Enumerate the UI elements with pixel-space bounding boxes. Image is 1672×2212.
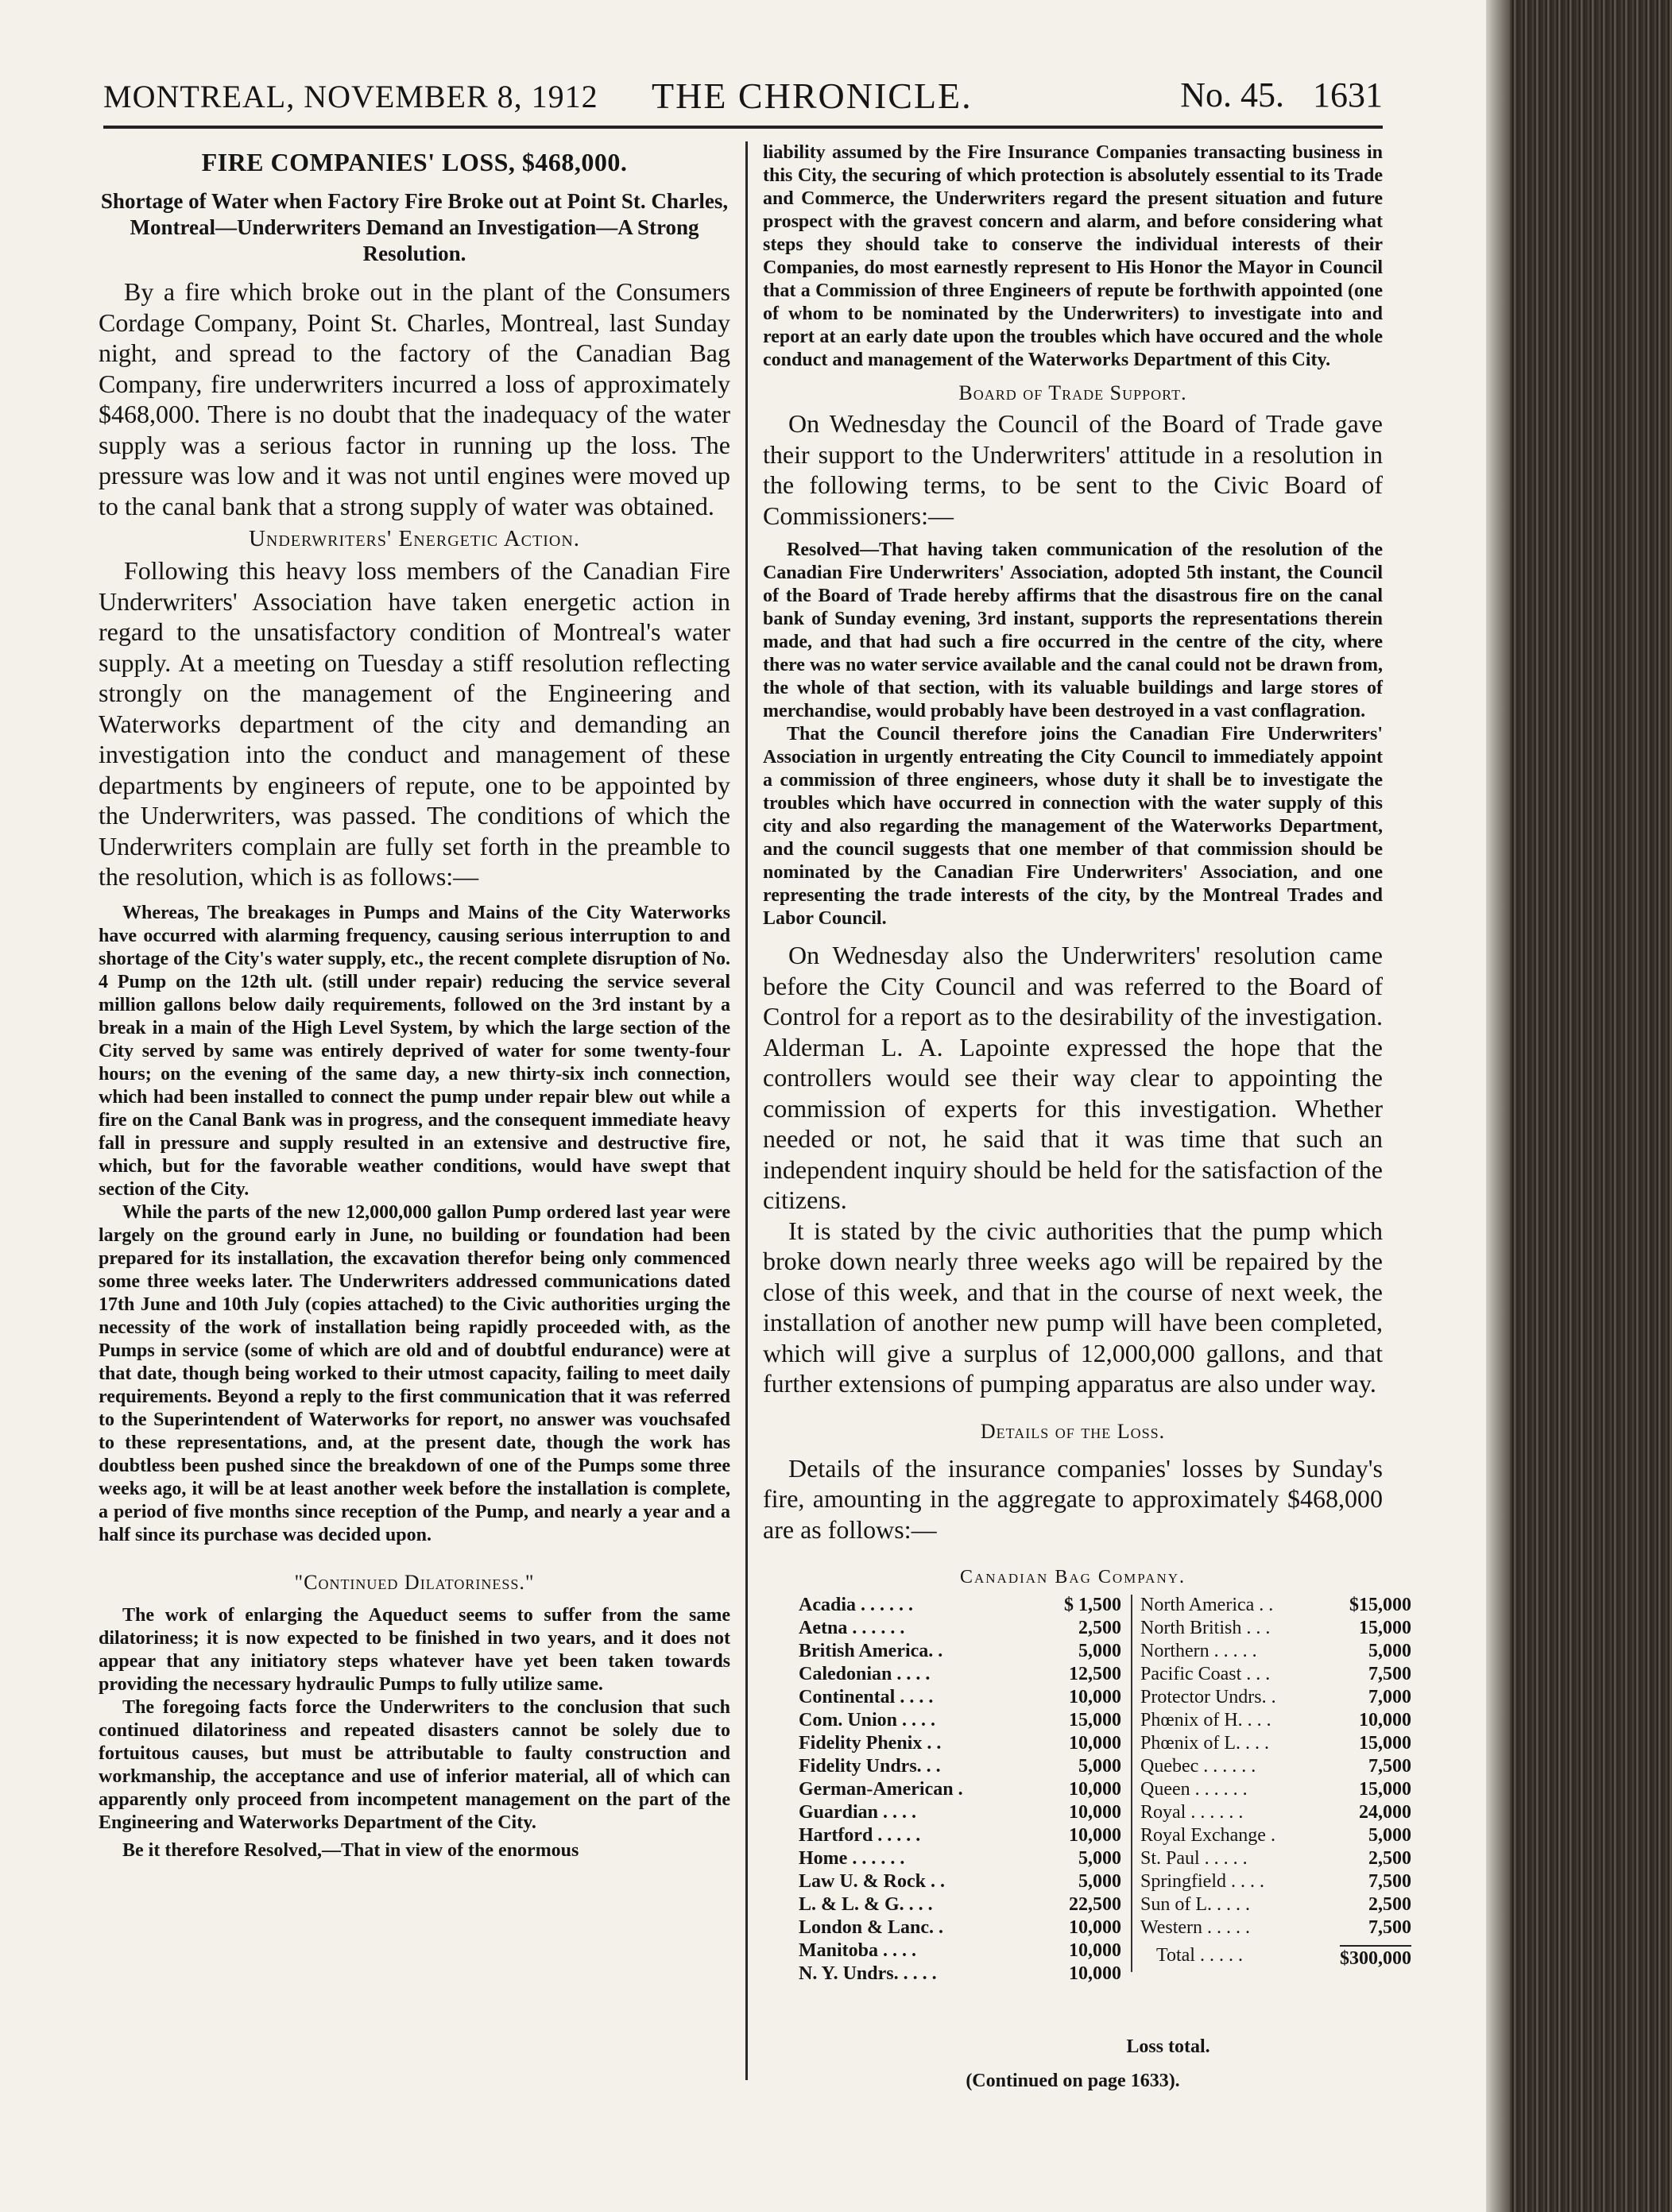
- loss-table-row: [799, 1894, 1132, 1917]
- company-name: St. Paul . . . . .: [1140, 1848, 1248, 1869]
- loss-total-label: Loss total.: [1126, 2036, 1210, 2057]
- loss-amount: 5,000: [1078, 1848, 1121, 1869]
- loss-table-row: [799, 1963, 1132, 1986]
- left-column: [99, 141, 730, 1862]
- loss-table-row: [799, 1802, 1132, 1825]
- resolution-paragraph: Resolved—That having taken communication of the resolution of the Canadian Fire Underwriters' Association, adopted 5th instant, the Council of the Board of Trade hereby affirms that the disastrous fire on the canal bank of Sunday evening, 3rd instant, supports the representations therein made, and that had such a fire occurred in the centre of the city, where there was no water service available and the canal could not be drawn from, the whole of that section, with its valuable buildings and large stores of merchandise, would probably have been destroyed in a vast conflagration.: [763, 539, 1383, 721]
- company-name: Com. Union . . . .: [799, 1710, 936, 1731]
- loss-amount: 15,000: [1359, 1733, 1411, 1754]
- loss-table-row: [1140, 1894, 1422, 1917]
- loss-table-row: [1140, 1848, 1422, 1871]
- company-name: Guardian . . . .: [799, 1802, 917, 1823]
- loss-amount: 5,000: [1368, 1641, 1411, 1661]
- section-heading: Underwriters' Energetic Action.: [248, 526, 581, 551]
- loss-table-row: [799, 1733, 1132, 1756]
- company-name: L. & L. & G. . . .: [799, 1894, 933, 1915]
- company-name: Home . . . . . .: [799, 1848, 905, 1869]
- resolution-paragraph: That the Council therefore joins the Canadian Fire Underwriters' Association in urgently entreating the City Council to immediately appoint a commission of three engineers, whose duty it shall be to investigate the troubles which have occurred in connection with the water supply of this city and also regarding the management of the Waterworks Department, and the council suggests that one member of that commission should be nominated by the Canadian Fire Underwriters' Association, and one representing the trade interests of the city, by the Montreal Trades and Labor Council.: [763, 724, 1383, 929]
- total-amount: $300,000: [1340, 1945, 1411, 1970]
- loss-table-row: [1140, 1733, 1422, 1756]
- company-name: Royal Exchange .: [1140, 1825, 1275, 1846]
- loss-table-row: [1140, 1802, 1422, 1825]
- loss-table-row: [799, 1595, 1132, 1618]
- loss-table-row: [799, 1756, 1132, 1779]
- loss-table-row: [1140, 1664, 1422, 1687]
- loss-amount: 5,000: [1078, 1756, 1121, 1777]
- article-subhead: Shortage of Water when Factory Fire Broke out at Point St. Charles, Montreal—Underwriters Demand an Investigation—A Strong Resolution.: [100, 189, 729, 265]
- masthead-rule: [103, 126, 1383, 129]
- continued-note: (Continued on page 1633).: [966, 2071, 1180, 2091]
- loss-amount: 10,000: [1069, 1940, 1121, 1961]
- loss-amount: 5,000: [1078, 1871, 1121, 1892]
- company-name: N. Y. Undrs. . . . .: [799, 1963, 937, 1984]
- loss-amount: 5,000: [1368, 1825, 1411, 1846]
- loss-amount: 15,000: [1069, 1710, 1121, 1731]
- company-name: Phœnix of H. . . .: [1140, 1710, 1271, 1731]
- resolution-paragraph: The work of enlarging the Aqueduct seems to suffer from the same dilatoriness; it is now expected to be finished in two years, and it does not appear that any initiatory steps whatever have yet been taken towards providing the necessary hydraulic Pumps to fully utilize same.: [99, 1604, 730, 1695]
- company-name: Queen . . . . . .: [1140, 1779, 1248, 1800]
- loss-table-row: [1140, 1917, 1422, 1940]
- loss-amount: 7,500: [1368, 1871, 1411, 1892]
- right-column: [763, 141, 1411, 2092]
- loss-amount: 22,500: [1069, 1894, 1121, 1915]
- total-label: Total . . . . .: [1156, 1945, 1243, 1966]
- loss-amount: 10,000: [1069, 1963, 1121, 1984]
- company-name: North America . .: [1140, 1595, 1274, 1615]
- loss-table-row: [1140, 1687, 1422, 1710]
- loss-table: [799, 1595, 1411, 2040]
- company-name: Hartford . . . . .: [799, 1825, 921, 1846]
- section-heading: Board of Trade Support.: [958, 381, 1187, 404]
- paragraph: By a fire which broke out in the plant of the Consumers Cordage Company, Point St. Charles, Montreal, last Sunday night, and spread to the factory of the Canadian Bag Company, fire underwriters incurred a loss of approximately $468,000. There is no doubt that the inadequacy of the water supply was a serious factor in running up the loss. The pressure was low and it was not until engines were moved up to the canal bank that a strong supply of water was obtained.: [99, 277, 730, 520]
- section-heading: "Continued Dilatoriness.": [294, 1570, 535, 1594]
- publication-title: THE CHRONICLE.: [652, 75, 973, 116]
- loss-table-row: [799, 1871, 1132, 1894]
- loss-table-row: [799, 1618, 1132, 1641]
- issue-number: No. 45.: [1180, 75, 1284, 114]
- column-divider: [745, 141, 748, 2080]
- loss-table-row: [799, 1940, 1132, 1963]
- company-name: Caledonian . . . .: [799, 1664, 931, 1684]
- company-name: Continental . . . .: [799, 1687, 934, 1707]
- paragraph: On Wednesday also the Underwriters' resolution came before the City Council and was referred to the Board of Control for a report as to the desirability of the investigation. Alderman L. A. Lapointe expressed the hope that the controllers would see their way clear to appointing the commission of experts for this investigation. Whether needed or not, he said that it was time that such an independent inquiry should be held for the satisfaction of the citizens.: [763, 941, 1383, 1214]
- paragraph: It is stated by the civic authorities that the pump which broke down nearly three weeks ago will be repaired by the close of this week, and that in the course of next week, the installation of another new pump will have been completed, which will give a surplus of 12,000,000 gallons, and that further extensions of pumping apparatus are also under way.: [763, 1216, 1383, 1398]
- loss-amount: 24,000: [1359, 1802, 1411, 1823]
- loss-table-row: [1140, 1641, 1422, 1664]
- loss-amount: 10,000: [1359, 1710, 1411, 1731]
- loss-table-row: [1140, 1825, 1422, 1848]
- company-name: Pacific Coast . . .: [1140, 1664, 1271, 1684]
- resolution-paragraph: liability assumed by the Fire Insurance Companies transacting business in this City, the securing of which protection is absolutely essential to its Trade and Commerce, the Underwriters regard the present situation and future prospect with the gravest concern and alarm, and before considering what steps they should take to conserve the individual interests of their Companies, do most earnestly represent to His Honor the Mayor in Council that a Commission of three Engineers of repute be forthwith appointed (one of whom to be nominated by the Underwriters) to investigate into and report at an early date upon the troubles which have occured and the whole conduct and management of the Waterworks Department of this City.: [763, 142, 1383, 370]
- loss-amount: 2,500: [1368, 1848, 1411, 1869]
- loss-amount: 10,000: [1069, 1802, 1121, 1823]
- resolution-paragraph: Be it therefore Resolved,—That in view of the enormous: [122, 1839, 579, 1861]
- loss-table-row: [1140, 1595, 1422, 1618]
- page-number: 1631: [1313, 75, 1383, 114]
- loss-table-row: [1140, 1871, 1422, 1894]
- loss-table-right-column: [1131, 1595, 1422, 1972]
- loss-table-row: [1140, 1618, 1422, 1641]
- company-name: German-American .: [799, 1779, 963, 1800]
- loss-table-row: [799, 1917, 1132, 1940]
- loss-amount: 5,000: [1078, 1641, 1121, 1661]
- company-name: Quebec . . . . . .: [1140, 1756, 1256, 1777]
- loss-amount: 10,000: [1069, 1687, 1121, 1707]
- loss-amount: 10,000: [1069, 1917, 1121, 1938]
- loss-amount: 12,500: [1069, 1664, 1121, 1684]
- loss-table-total-row: [1140, 1945, 1422, 1972]
- loss-amount: 10,000: [1069, 1779, 1121, 1800]
- resolution-paragraph: The foregoing facts force the Underwriters to the conclusion that such continued dilatoriness and repeated disasters cannot be solely due to fortuitous causes, but must be attributable to faulty construction and workmanship, the acceptance and use of inferior material, all of which can apparently only proceed from incompetent management on the part of the Engineering and Waterworks Department of the City.: [99, 1696, 730, 1833]
- company-name: Phœnix of L. . . .: [1140, 1733, 1269, 1754]
- loss-table-row: [799, 1848, 1132, 1871]
- loss-table-title: Canadian Bag Company.: [959, 1567, 1186, 1587]
- paragraph: On Wednesday the Council of the Board of Trade gave their support to the Underwriters' attitude in a resolution in the following terms, to be sent to the Civic Board of Commissioners:—: [763, 409, 1383, 530]
- loss-amount: $15,000: [1349, 1595, 1411, 1615]
- company-name: Northern . . . . .: [1140, 1641, 1257, 1661]
- resolution-paragraph: Whereas, The breakages in Pumps and Mains of the City Waterworks have occurred with alarming frequency, causing serious interruption to and shortage of the City's water supply, etc., the recent complete disruption of No. 4 Pump on the 12th ult. (still under repair) reducing the service several million gallons below daily requirements, followed on the 3rd instant by a break in a main of the High Level System, by which the large section of the City served by same was entirely deprived of water for some twenty-four hours; on the evening of the same day, a new thirty-six inch connection, which had been installed to connect the pump under repair blew out while a fire on the Canal Bank was in progress, and the consequent immediate heavy fall in pressure and supply resulted in an extensive and destructive fire, which, but for the favorable weather conditions, would have swept that section of the City.: [99, 902, 730, 1200]
- loss-amount: 7,500: [1368, 1756, 1411, 1777]
- company-name: Fidelity Phenix . .: [799, 1733, 942, 1754]
- company-name: Acadia . . . . . .: [799, 1595, 913, 1615]
- loss-amount: 2,500: [1078, 1618, 1121, 1638]
- loss-amount: 10,000: [1069, 1825, 1121, 1846]
- company-name: Fidelity Undrs. . .: [799, 1756, 941, 1777]
- book-page-edges: [1486, 0, 1672, 2212]
- company-name: Western . . . . .: [1140, 1917, 1251, 1938]
- company-name: North British . . .: [1140, 1618, 1271, 1638]
- loss-table-row: [799, 1825, 1132, 1848]
- paragraph: Details of the insurance companies' losses by Sunday's fire, amounting in the aggregate to approximately $468,000 are as follows:—: [763, 1453, 1383, 1544]
- loss-amount: 2,500: [1368, 1894, 1411, 1915]
- loss-table-row: [1140, 1756, 1422, 1779]
- loss-table-row: [799, 1710, 1132, 1733]
- company-name: London & Lanc. .: [799, 1917, 944, 1938]
- masthead: [103, 73, 1383, 121]
- loss-amount: 7,500: [1368, 1664, 1411, 1684]
- loss-table-row: [799, 1687, 1132, 1710]
- company-name: Sun of L. . . . .: [1140, 1894, 1250, 1915]
- article-headline: FIRE COMPANIES' LOSS, $468,000.: [201, 148, 628, 176]
- company-name: Protector Undrs. .: [1140, 1687, 1276, 1707]
- loss-table-row: [799, 1779, 1132, 1802]
- loss-amount: 15,000: [1359, 1779, 1411, 1800]
- loss-table-row: [1140, 1779, 1422, 1802]
- company-name: Manitoba . . . .: [799, 1940, 917, 1961]
- company-name: British America. .: [799, 1641, 943, 1661]
- loss-table-left-column: [799, 1595, 1132, 1986]
- issue-date: MONTREAL, NOVEMBER 8, 1912: [103, 79, 598, 114]
- loss-amount: $ 1,500: [1064, 1595, 1121, 1615]
- loss-amount: 7,000: [1368, 1687, 1411, 1707]
- section-heading: Details of the Loss.: [980, 1419, 1166, 1443]
- loss-table-row: [1140, 1710, 1422, 1733]
- company-name: Royal . . . . . .: [1140, 1802, 1244, 1823]
- paragraph: Following this heavy loss members of the Canadian Fire Underwriters' Association have taken energetic action in regard to the unsatisfactory condition of Montreal's water supply. At a meeting on Tuesday a stiff resolution reflecting strongly on the management of the Engineering and Waterworks department of the city and demanding an investigation into the conduct and management of these departments by engineers of repute, one to be appointed by the Underwriters, was passed. The conditions of which the Underwriters complain are fully set forth in the preamble to the resolution, which is as follows:—: [99, 556, 730, 891]
- resolution-paragraph: While the parts of the new 12,000,000 gallon Pump ordered last year were largely on the ground early in June, no building or foundation had been prepared for its installation, the excavation therefor being only commenced some three weeks later. The Underwriters addressed communications dated 17th June and 10th July (copies attached) to the Civic authorities urging the necessity of the work of installation being rapidly proceeded with, as the Pumps in service (some of which are old and of doubtful endurance) were at that date, though being worked to their utmost capacity, failing to meet daily requirements. Beyond a reply to the first communication that it was referred to the Superintendent of Waterworks for report, no answer was vouchsafed to these representations, and, at the present date, though the work has doubtless been pushed since the breakdown of one of the Pumps some three weeks ago, it will be at least another week before the installation is complete, a period of five months since reception of the Pump, and nearly a year and a half since its purchase was decided upon.: [99, 1201, 730, 1545]
- company-name: Aetna . . . . . .: [799, 1618, 905, 1638]
- loss-amount: 7,500: [1368, 1917, 1411, 1938]
- loss-table-row: [799, 1664, 1132, 1687]
- issue-info: [1180, 75, 1383, 115]
- company-name: Springfield . . . .: [1140, 1871, 1264, 1892]
- loss-amount: 15,000: [1359, 1618, 1411, 1638]
- loss-amount: 10,000: [1069, 1733, 1121, 1754]
- loss-table-row: [799, 1641, 1132, 1664]
- company-name: Law U. & Rock . .: [799, 1871, 945, 1892]
